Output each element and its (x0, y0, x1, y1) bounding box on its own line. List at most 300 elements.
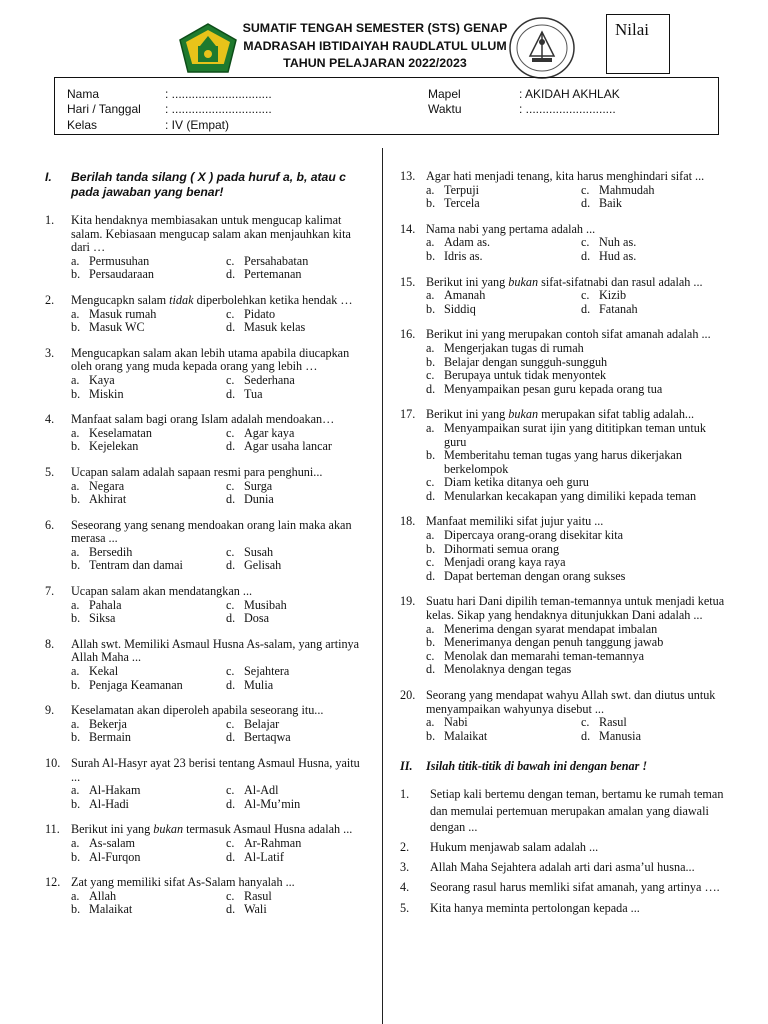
option-text: Al-Adl (244, 783, 279, 798)
option-letter: c. (226, 544, 235, 559)
hari-label: Hari / Tanggal (67, 102, 141, 116)
answer-options (426, 716, 730, 743)
question-item (45, 413, 370, 454)
answer-option[interactable] (226, 903, 376, 917)
answer-option[interactable] (226, 493, 376, 507)
option-text: Malaikat (89, 902, 133, 917)
option-letter: b. (426, 541, 436, 556)
answer-option[interactable] (226, 612, 376, 626)
answer-option[interactable] (71, 665, 226, 679)
option-text: Baik (599, 196, 623, 211)
option-text: Menyampaikan pesan guru kepada orang tua (444, 381, 663, 396)
essay-text: Seorang rasul harus memliki sifat amanah, yang artinya …. (430, 880, 720, 895)
option-text: Susah (244, 544, 274, 559)
left-column (45, 170, 370, 929)
essay-number: 2. (400, 839, 410, 854)
answer-option[interactable] (426, 476, 730, 490)
option-letter: a. (426, 420, 435, 435)
option-letter: c. (226, 888, 235, 903)
option-letter: a. (426, 288, 435, 303)
option-text: Malaikat (444, 728, 488, 743)
answer-option[interactable] (71, 903, 226, 917)
question-text: Mengucapkan salam akan lebih utama apabila diucapkan oleh orang yang muda kepada orang yang lebih … (71, 345, 350, 374)
answer-option[interactable] (226, 599, 376, 613)
answer-option[interactable] (226, 268, 376, 282)
question-number: 20. (400, 688, 416, 702)
answer-options (71, 255, 370, 282)
answer-option[interactable] (426, 650, 730, 664)
answer-option[interactable] (71, 480, 226, 494)
answer-option[interactable] (226, 851, 376, 865)
answer-option[interactable] (581, 730, 731, 744)
option-letter: b. (71, 730, 81, 745)
answer-option[interactable] (226, 427, 376, 441)
answer-option[interactable] (71, 731, 226, 745)
option-letter: c. (226, 372, 235, 387)
option-letter: b. (71, 558, 81, 573)
answer-option[interactable] (71, 268, 226, 282)
option-letter: b. (71, 902, 81, 917)
option-text: Dapat berteman dengan orang sukses (444, 568, 626, 583)
option-letter: a. (71, 425, 80, 440)
answer-option[interactable] (71, 308, 226, 322)
question-stem (45, 585, 370, 599)
question-stem (45, 704, 370, 718)
option-text: Surga (244, 478, 273, 493)
option-letter: b. (71, 267, 81, 282)
option-letter: a. (71, 372, 80, 387)
exam-title (240, 20, 510, 73)
option-letter: a. (71, 835, 80, 850)
option-text: Al-Furqon (89, 849, 141, 864)
answer-option[interactable] (426, 289, 581, 303)
essay-item (400, 786, 730, 835)
essay-number: 5. (400, 900, 410, 915)
option-letter: c. (226, 783, 235, 798)
answer-option[interactable] (71, 255, 226, 269)
answer-options (426, 184, 730, 211)
essay-text: Kita hanya meminta pertolongan kepada ... (430, 900, 640, 915)
option-letter: b. (71, 492, 81, 507)
score-label: Nilai (615, 20, 649, 39)
answer-option[interactable] (71, 612, 226, 626)
option-text: Nuh as. (599, 235, 637, 250)
question-text: Ucapan salam akan mendatangkan ... (71, 584, 253, 599)
question-item (45, 585, 370, 626)
answer-option[interactable] (71, 784, 226, 798)
option-letter: d. (426, 381, 436, 396)
question-number: 4. (45, 412, 55, 427)
option-letter: c. (226, 664, 235, 679)
answer-option[interactable] (226, 665, 376, 679)
option-text: Menjadi orang kaya raya (444, 555, 566, 570)
option-letter: a. (71, 478, 80, 493)
option-text: Mengerjakan tugas di rumah (444, 340, 584, 355)
answer-option[interactable] (226, 731, 376, 745)
answer-option[interactable] (426, 490, 730, 504)
option-text: Dihormati semua orang (444, 541, 560, 556)
answer-options (71, 890, 370, 917)
question-text-part: Berikut ini yang (71, 822, 154, 837)
question-stem (400, 515, 730, 529)
option-letter: a. (426, 715, 435, 730)
option-text: Manusia (599, 728, 641, 743)
answer-option[interactable] (426, 663, 730, 677)
option-text: Sederhana (244, 372, 295, 387)
option-text: Bekerja (89, 716, 127, 731)
option-text: Bertaqwa (244, 730, 291, 745)
kelas-value: : IV (Empat) (165, 118, 230, 132)
question-number: 16. (400, 327, 416, 342)
mapel-label: Mapel (428, 87, 461, 101)
answer-options (426, 289, 730, 316)
option-letter: b. (71, 796, 81, 811)
option-letter: d. (426, 662, 436, 677)
question-text (426, 276, 730, 290)
option-letter: a. (71, 306, 80, 321)
answer-option[interactable] (71, 388, 226, 402)
answer-option[interactable] (71, 321, 226, 335)
answer-option[interactable] (226, 837, 376, 851)
option-letter: d. (226, 849, 236, 864)
question-text: Kita hendaknya membiasakan untuk mengucap kalimat salam. Kebiasaan mengucap salam akan menjauhkan kita dari … (71, 213, 351, 255)
title-line-2: MADRASAH IBTIDAIYAH RAUDLATUL ULUM (243, 38, 507, 53)
option-letter: d. (226, 386, 236, 401)
answer-option[interactable] (226, 890, 376, 904)
answer-option[interactable] (426, 730, 581, 744)
option-letter: c. (581, 182, 590, 197)
answer-option[interactable] (226, 255, 376, 269)
option-text: Penjaga Keamanan (89, 677, 183, 692)
option-letter: c. (226, 716, 235, 731)
option-text: Kizib (599, 288, 627, 303)
answer-option[interactable] (226, 546, 376, 560)
section-1-heading (45, 170, 370, 200)
answer-option[interactable] (226, 388, 376, 402)
question-text: Seorang yang mendapat wahyu Allah swt. dan diutus untuk menyampaikan wahyunya disebut ... (426, 688, 716, 716)
option-letter: b. (71, 849, 81, 864)
question-number: 3. (45, 345, 55, 360)
answer-option[interactable] (426, 543, 730, 557)
question-stem (45, 876, 370, 890)
answer-option[interactable] (71, 546, 226, 560)
option-text: Permusuhan (89, 253, 150, 268)
option-letter: d. (426, 568, 436, 583)
question-stem (45, 466, 370, 480)
student-info-box (54, 77, 719, 135)
option-text: Persaudaraan (89, 267, 154, 282)
option-letter: d. (226, 677, 236, 692)
nama-label: Nama (67, 87, 100, 101)
question-stem (400, 328, 730, 342)
option-text: Dipercaya orang-orang disekitar kita (444, 528, 624, 543)
answer-option[interactable] (581, 716, 731, 730)
answer-option[interactable] (71, 440, 226, 454)
question-number: 12. (45, 875, 61, 890)
option-letter: d. (226, 902, 236, 917)
question-number: 15. (400, 274, 416, 289)
answer-option[interactable] (226, 784, 376, 798)
answer-option[interactable] (426, 197, 581, 211)
question-stem (45, 519, 370, 546)
exam-header (0, 0, 768, 70)
essay-number: 4. (400, 880, 410, 895)
question-item (400, 328, 730, 396)
question-text-emphasis: bukan (508, 274, 539, 289)
option-text: Kejelekan (89, 439, 139, 454)
option-text: Kaya (89, 372, 115, 387)
right-column (400, 170, 730, 920)
answer-option[interactable] (426, 529, 730, 543)
option-text: Miskin (89, 386, 124, 401)
option-text: Wali (244, 902, 267, 917)
answer-option[interactable] (581, 184, 731, 198)
answer-option[interactable] (226, 480, 376, 494)
answer-options (71, 665, 370, 692)
option-text: Mulia (244, 677, 274, 692)
answer-option[interactable] (71, 837, 226, 851)
option-text: Berupaya untuk tidak menyontek (444, 368, 607, 383)
answer-option[interactable] (426, 236, 581, 250)
option-letter: d. (581, 248, 591, 263)
option-text: Masuk rumah (89, 306, 157, 321)
option-text: Rasul (599, 715, 627, 730)
option-text: Pahala (89, 597, 122, 612)
waktu-field[interactable]: : ........................... (519, 102, 616, 116)
option-text: Belajar dengan sungguh-sungguh (444, 354, 608, 369)
option-text: Masuk kelas (244, 320, 306, 335)
option-letter: b. (426, 301, 436, 316)
answer-option[interactable] (71, 559, 226, 573)
question-text-emphasis: bukan (153, 822, 184, 837)
option-letter: c. (581, 715, 590, 730)
answer-option[interactable] (226, 718, 376, 732)
option-text: Musibah (244, 597, 287, 612)
question-number: 8. (45, 636, 55, 651)
question-item (45, 294, 370, 335)
option-letter: c. (581, 235, 590, 250)
option-letter: a. (71, 664, 80, 679)
answer-option[interactable] (426, 184, 581, 198)
option-letter: b. (71, 439, 81, 454)
question-stem (400, 689, 730, 716)
nama-field[interactable]: : .............................. (165, 87, 272, 101)
score-box (606, 14, 670, 74)
answer-option[interactable] (426, 422, 730, 449)
option-letter: b. (426, 196, 436, 211)
option-letter: d. (226, 558, 236, 573)
answer-option[interactable] (426, 636, 730, 650)
answer-option[interactable] (226, 321, 376, 335)
question-stem (45, 214, 370, 255)
option-letter: a. (71, 783, 80, 798)
question-number: 6. (45, 517, 55, 532)
option-text: Agar kaya (244, 425, 295, 440)
question-item (400, 595, 730, 677)
hari-field[interactable]: : .............................. (165, 102, 272, 116)
option-letter: d. (226, 796, 236, 811)
option-text: Menerimanya dengan penuh tanggung jawab (444, 635, 664, 650)
question-number: 11. (45, 822, 60, 837)
option-letter: b. (71, 320, 81, 335)
option-text: Tentram dan damai (89, 558, 183, 573)
answer-option[interactable] (226, 440, 376, 454)
option-text: Rasul (244, 888, 272, 903)
answer-option[interactable] (71, 374, 226, 388)
option-letter: c. (226, 253, 235, 268)
answer-option[interactable] (426, 369, 730, 383)
option-text: Dosa (244, 611, 270, 626)
answer-option[interactable] (581, 289, 731, 303)
answer-option[interactable] (426, 383, 730, 397)
question-text: Manfaat salam bagi orang Islam adalah mendoakan… (71, 412, 335, 427)
answer-option[interactable] (226, 679, 376, 693)
option-text: Al-Latif (244, 849, 284, 864)
answer-option[interactable] (581, 236, 731, 250)
question-text-part: sifat-sifatnabi dan rasul adalah ... (538, 274, 703, 289)
option-text: Memberitahu teman tugas yang harus dikerjakan berkelompok (444, 448, 682, 476)
option-text: Persahabatan (244, 253, 309, 268)
answer-option[interactable] (426, 716, 581, 730)
option-text: Siddiq (444, 301, 476, 316)
answer-option[interactable] (71, 718, 226, 732)
question-stem (45, 294, 370, 308)
option-letter: d. (226, 730, 236, 745)
answer-options (426, 623, 730, 677)
answer-option[interactable] (581, 197, 731, 211)
option-text: Menerima dengan syarat mendapat imbalan (444, 621, 658, 636)
answer-option[interactable] (426, 356, 730, 370)
option-letter: b. (426, 635, 436, 650)
question-text-emphasis: tidak (169, 292, 194, 307)
title-line-1: SUMATIF TENGAH SEMESTER (STS) GENAP (242, 21, 508, 35)
essay-text: Allah Maha Sejahtera adalah arti dari asma’ul husna... (430, 860, 695, 875)
answer-option[interactable] (71, 679, 226, 693)
answer-option[interactable] (426, 556, 730, 570)
option-letter: d. (226, 267, 236, 282)
answer-option[interactable] (426, 449, 730, 476)
question-stem (45, 413, 370, 427)
answer-option[interactable] (426, 250, 581, 264)
waktu-label: Waktu (428, 102, 462, 116)
question-text: Berikut ini yang merupakan contoh sifat amanah adalah ... (426, 327, 711, 342)
option-letter: a. (426, 621, 435, 636)
option-text: Siksa (89, 611, 116, 626)
answer-option[interactable] (426, 342, 730, 356)
answer-option[interactable] (426, 623, 730, 637)
option-text: Menularkan kecakapan yang dimiliki kepada teman (444, 488, 697, 503)
option-letter: b. (426, 448, 436, 463)
option-text: Belajar (244, 716, 280, 731)
option-letter: a. (426, 235, 435, 250)
question-item (400, 408, 730, 503)
option-text: Menolak dan memarahi teman-temannya (444, 648, 644, 663)
section-1-number: I. (45, 170, 52, 184)
option-letter: c. (426, 368, 435, 383)
question-stem (400, 276, 730, 290)
answer-option[interactable] (71, 851, 226, 865)
question-stem (45, 757, 370, 784)
answer-option[interactable] (71, 890, 226, 904)
question-text-part: termasuk Asmaul Husna adalah ... (183, 822, 353, 837)
option-text: Akhirat (89, 492, 127, 507)
option-text: Al-Hadi (89, 796, 129, 811)
answer-options (71, 718, 370, 745)
answer-option[interactable] (581, 303, 731, 317)
option-text: Hud as. (599, 248, 637, 263)
question-text: Zat yang memiliki sifat As-Salam hanyalah ... (71, 875, 295, 890)
question-text: Nama nabi yang pertama adalah ... (426, 221, 596, 236)
question-item (45, 347, 370, 401)
option-text: Diam ketika ditanya oeh guru (444, 475, 589, 490)
option-text: Gelisah (244, 558, 282, 573)
option-text: Bermain (89, 730, 131, 745)
option-text: Amanah (444, 288, 486, 303)
question-text-part: Berikut ini yang (426, 407, 509, 422)
answer-options (71, 374, 370, 401)
question-item (45, 757, 370, 811)
essay-number: 1. (400, 787, 410, 802)
option-text: Menyampaikan surat ijin yang dititipkan teman untuk guru (444, 420, 706, 449)
question-text: Keselamatan akan diperoleh apabila seseorang itu... (71, 703, 324, 718)
question-text-part: merupakan sifat tablig adalah... (538, 407, 695, 422)
option-letter: d. (581, 196, 591, 211)
answer-option[interactable] (71, 798, 226, 812)
answer-options (71, 784, 370, 811)
answer-options (426, 529, 730, 583)
option-text: Tua (244, 386, 263, 401)
option-letter: a. (426, 182, 435, 197)
question-item (45, 823, 370, 864)
option-text: As-salam (89, 835, 136, 850)
option-letter: c. (426, 475, 435, 490)
answer-option[interactable] (226, 374, 376, 388)
answer-option[interactable] (226, 308, 376, 322)
answer-option[interactable] (426, 570, 730, 584)
answer-option[interactable] (226, 798, 376, 812)
question-text: Manfaat memiliki sifat jujur yaitu ... (426, 514, 604, 529)
option-text: Agar usaha lancar (244, 439, 332, 454)
option-text: Pidato (244, 306, 276, 321)
question-text-part: Berikut ini yang (426, 274, 509, 289)
option-letter: d. (226, 439, 236, 454)
option-text: Dunia (244, 492, 274, 507)
option-text: Terpuji (444, 182, 480, 197)
option-text: Sejahtera (244, 664, 290, 679)
column-divider (382, 148, 383, 1024)
option-letter: a. (426, 528, 435, 543)
option-letter: c. (226, 478, 235, 493)
question-item (400, 276, 730, 317)
essay-number: 3. (400, 860, 410, 875)
option-text: Nabi (444, 715, 468, 730)
option-letter: b. (426, 354, 436, 369)
essay-item (400, 839, 730, 855)
option-letter: c. (226, 597, 235, 612)
question-text: Allah swt. Memiliki Asmaul Husna As-salam, yang artinya Allah Maha ... (71, 636, 360, 665)
question-item (45, 876, 370, 917)
question-text-part: diperbolehkan ketika hendak … (193, 292, 353, 307)
answer-option[interactable] (226, 559, 376, 573)
answer-option[interactable] (426, 303, 581, 317)
answer-option[interactable] (71, 493, 226, 507)
answer-options (426, 422, 730, 504)
answer-option[interactable] (71, 427, 226, 441)
option-letter: a. (71, 544, 80, 559)
option-letter: d. (426, 488, 436, 503)
answer-option[interactable] (71, 599, 226, 613)
answer-option[interactable] (581, 250, 731, 264)
